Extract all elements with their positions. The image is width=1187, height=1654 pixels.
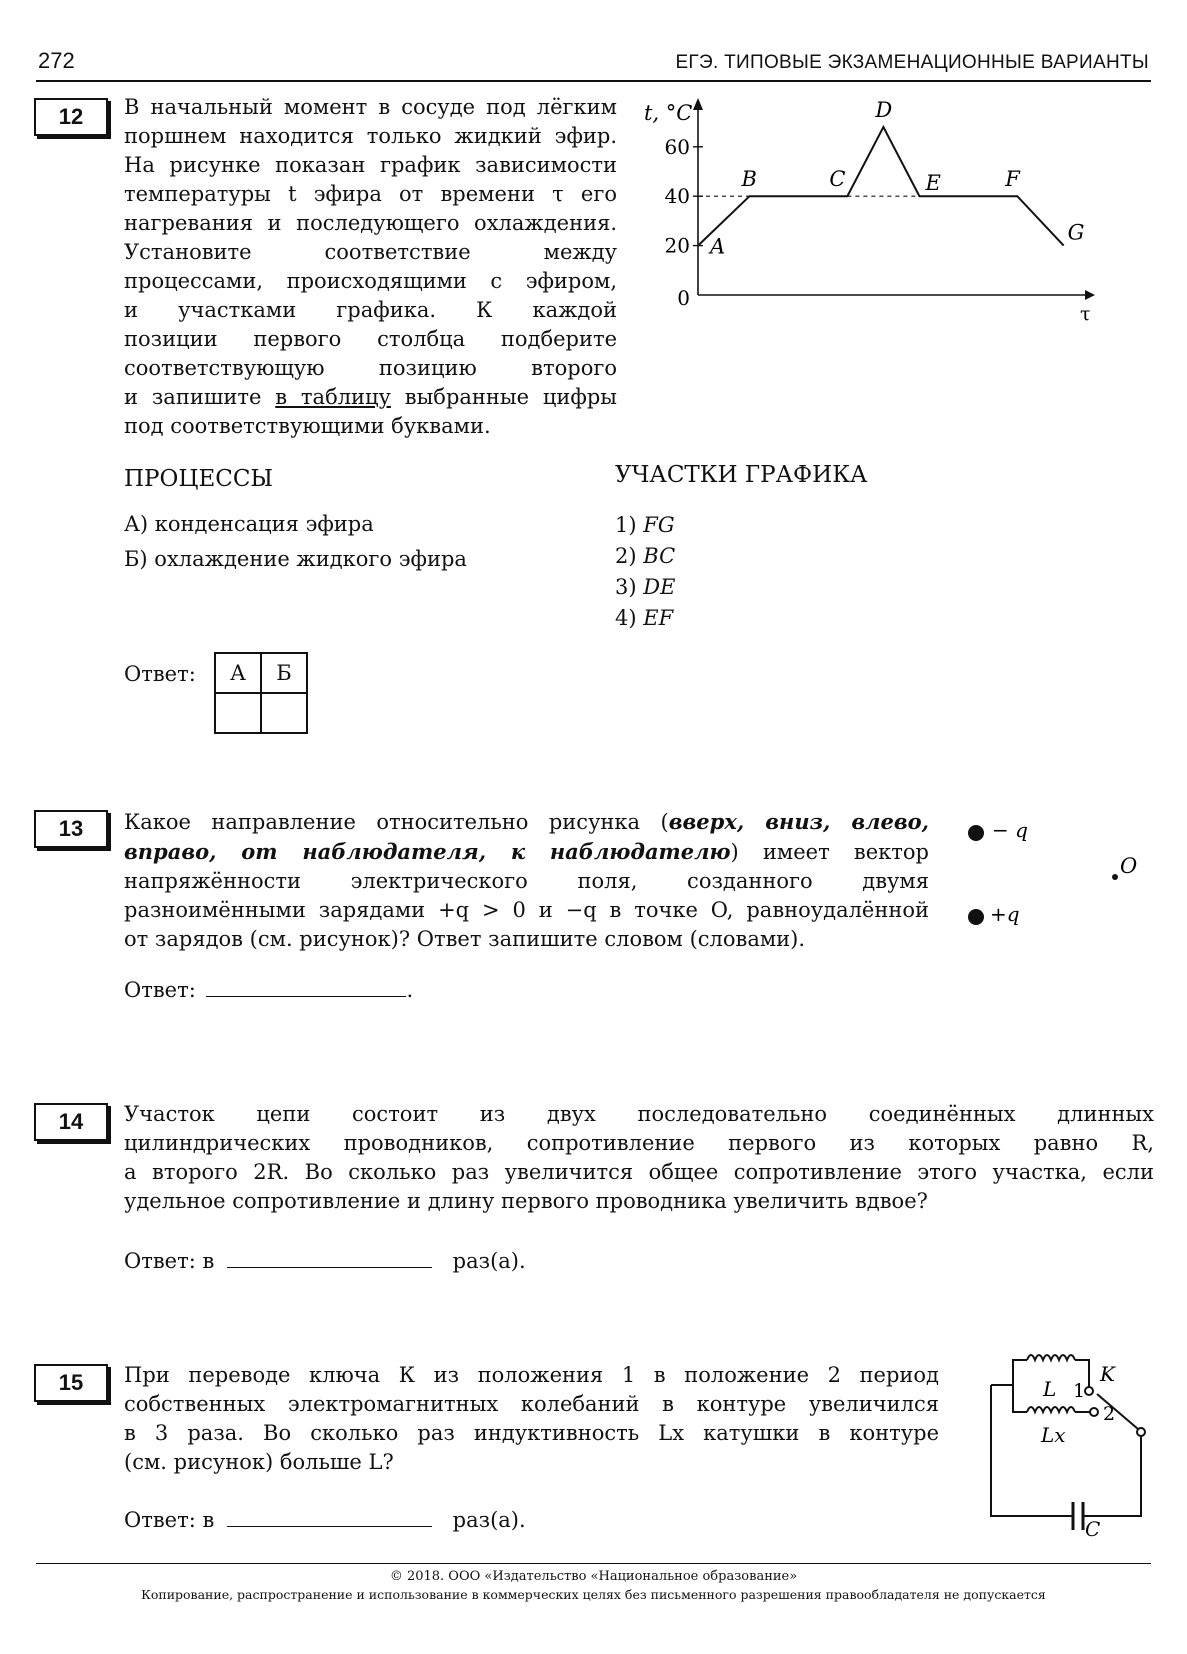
answer-cell-a[interactable] (215, 693, 261, 733)
point-o-dot (1112, 874, 1118, 880)
question-14-text (124, 1100, 1154, 1216)
segment-item: 2) BC (615, 544, 676, 568)
q15-line: (см. рисунок) больше L? (124, 1450, 394, 1474)
segment-item: 4) EF (615, 606, 674, 630)
y-axis-label: t, °C (644, 101, 693, 125)
label-l: L (1043, 1377, 1057, 1401)
switch-pivot (1137, 1428, 1145, 1436)
segments-heading: УЧАСТКИ ГРАФИКА (615, 462, 868, 488)
process-list (124, 509, 467, 575)
point-label-c: C (829, 167, 846, 192)
y-tick-label: 20 (664, 233, 690, 258)
label-c: C (1085, 1517, 1101, 1538)
q12-line: процессами, происходящими с эфиром, (124, 269, 617, 293)
point-label-d: D (875, 98, 893, 123)
question-13-text (124, 807, 929, 954)
answer-col-b-header: Б (261, 653, 307, 693)
y-axis-arrow (693, 98, 703, 110)
y-tick-label: 60 (664, 134, 690, 159)
positive-charge-label: +q (990, 902, 1020, 926)
q12-line: В начальный момент в сосуде под лёгким (124, 95, 617, 119)
wire-left (991, 1385, 1073, 1516)
q12-answer-table (214, 652, 308, 734)
q13-line: от зарядов (см. рисунок)? Ответ запишите словом (словами). (124, 927, 806, 951)
footer-divider (36, 1563, 1151, 1564)
q12-line: поршнем находится только жидкий эфир. (124, 124, 617, 148)
label-pos-1: 1 (1073, 1380, 1086, 1402)
q12-line: температуры t эфира от времени τ его (124, 182, 617, 206)
q15-line: При переводе ключа К из положения 1 в положение 2 период (124, 1363, 939, 1387)
process-item-a: А) конденсация эфира (124, 512, 374, 536)
negative-charge-label: − q (992, 818, 1028, 842)
inductor-l (1027, 1355, 1075, 1360)
q13-line: напряжённости электрического поля, созданного двумя (124, 869, 929, 893)
segment-item: 3) DE (615, 575, 676, 599)
process-item-b: Б) охлаждение жидкого эфира (124, 547, 467, 571)
q14-answer-blank[interactable] (227, 1267, 432, 1268)
inductor-lx (1027, 1407, 1075, 1412)
q12-line: Установите соответствие между (124, 240, 617, 264)
point-label-g: G (1067, 220, 1085, 245)
question-15-text (124, 1361, 939, 1477)
positive-charge-dot (968, 909, 984, 925)
negative-charge-dot (968, 825, 984, 841)
q13-answer: Ответ: . (124, 978, 414, 1002)
switch-contact-1 (1085, 1387, 1093, 1395)
underlined-phrase: в таблицу (275, 385, 391, 409)
q14-answer: Ответ: в раз(а). (124, 1249, 526, 1273)
point-label-f: F (1005, 167, 1020, 192)
q14-line: удельное сопротивление и длину первого проводника увеличить вдвое? (124, 1189, 928, 1213)
question-13-number: 13 (34, 810, 108, 848)
wire-lx (1013, 1385, 1027, 1412)
processes-heading: ПРОЦЕССЫ (124, 466, 274, 492)
question-14-number: 14 (34, 1103, 108, 1141)
label-pos-2: 2 (1103, 1403, 1116, 1425)
footer-copyright: © 2018. ООО «Издательство «Национальное образование» (389, 1569, 798, 1584)
q15-line: в 3 раза. Во сколько раз индуктивность Lx катушки в контуре (124, 1421, 939, 1445)
q12-line: позиции первого столбца подберите (124, 327, 617, 351)
answer-col-a-header: А (215, 653, 261, 693)
temperature-time-chart (640, 92, 1160, 352)
q12-line-with-underline: и запишите в таблицу выбранные цифры (124, 385, 617, 409)
q13-answer-blank[interactable] (206, 996, 406, 997)
q12-answer-label: Ответ: (124, 662, 196, 686)
header-divider (36, 80, 1151, 82)
q12-line: На рисунке показан график зависимости (124, 153, 617, 177)
y-tick-label: 40 (664, 184, 690, 209)
label-lx: Lx (1041, 1423, 1066, 1447)
question-12-number: 12 (34, 98, 108, 136)
q14-line: цилиндрических проводников, сопротивление первого из которых равно R, (124, 1131, 1154, 1155)
q15-answer: Ответ: в раз(а). (124, 1508, 526, 1532)
charges-figure (950, 805, 1150, 935)
y-tick-label: 0 (677, 286, 690, 310)
q12-line: нагревания и последующего охлаждения. (124, 211, 617, 235)
q14-line: Участок цепи состоит из двух последовательно соединённых длинных (124, 1102, 1154, 1126)
answer-cell-b[interactable] (261, 693, 307, 733)
q13-line: Какое направление относительно рисунка (вверх, вниз, влево, (124, 809, 929, 834)
footer-notice: Копирование, распространение и использование в коммерческих целях без письменного разрешения правообладателя не допускается (141, 1587, 1046, 1602)
q13-line: вправо, от наблюдателя, к наблюдателю) имеет вектор (124, 839, 929, 864)
point-label-e: E (925, 171, 941, 196)
point-label-a: A (710, 234, 726, 259)
switch-contact-2 (1090, 1408, 1098, 1416)
lc-circuit-diagram (985, 1348, 1160, 1538)
q15-answer-blank[interactable] (227, 1526, 432, 1527)
wire-l-top (991, 1360, 1027, 1385)
point-o-label: O (1120, 854, 1138, 878)
segment-list (615, 510, 675, 634)
point-label-b: B (741, 167, 757, 192)
question-15-number: 15 (34, 1364, 108, 1402)
wire-right (1083, 1436, 1141, 1516)
segment-item: 1) FG (615, 513, 675, 537)
header-title: ЕГЭ. ТИПОВЫЕ ЭКЗАМЕНАЦИОННЫЕ ВАРИАНТЫ (675, 52, 1149, 73)
page-number: 272 (38, 48, 75, 73)
label-k: K (1100, 1362, 1115, 1386)
question-12-text (124, 93, 617, 441)
x-axis-arrow (1085, 290, 1095, 300)
q12-line: соответствующую позицию второго (124, 356, 617, 380)
capacitor (1073, 1502, 1083, 1530)
q13-line: разноимёнными зарядами +q > 0 и −q в точке O, равноудалённой (124, 898, 929, 922)
q12-line: под соответствующими буквами. (124, 414, 491, 438)
q12-line: и участками графика. К каждой (124, 298, 617, 322)
q14-line: а второго 2R. Во сколько раз увеличится общее сопротивление этого участка, если (124, 1160, 1154, 1184)
q15-line: собственных электромагнитных колебаний в контуре увеличился (124, 1392, 939, 1416)
x-axis-label: τ (1080, 303, 1091, 325)
